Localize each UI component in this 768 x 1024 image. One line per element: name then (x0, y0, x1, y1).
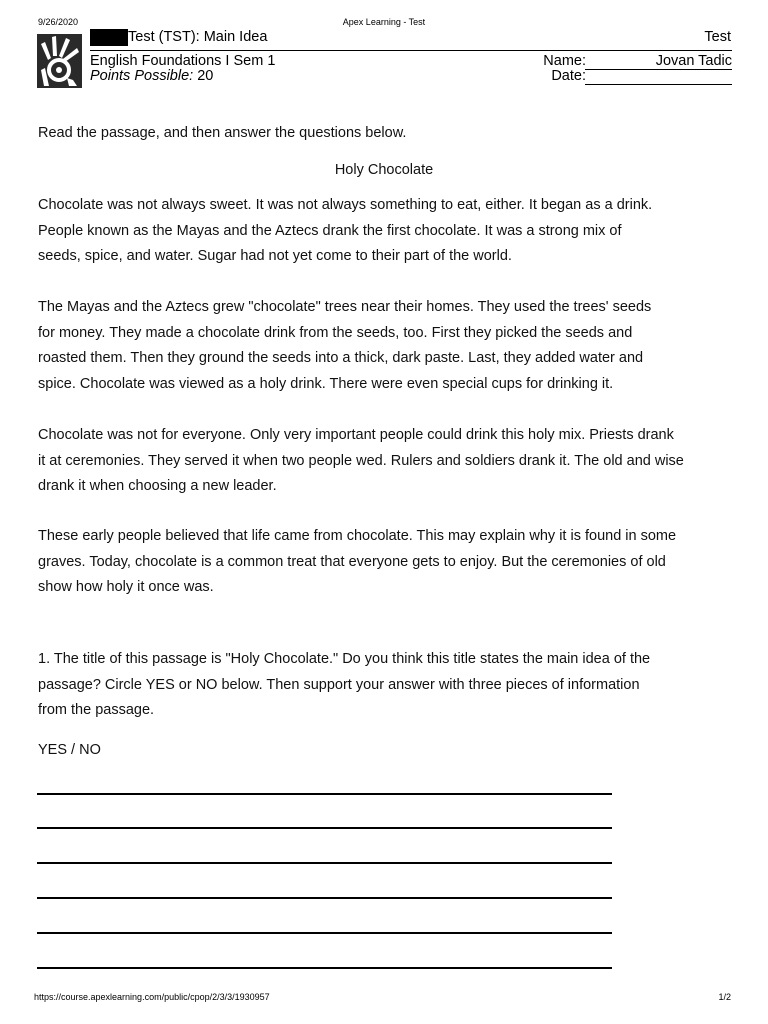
print-title: Apex Learning - Test (342, 17, 426, 27)
name-label: Name: (543, 53, 586, 69)
redaction-block (90, 29, 128, 46)
date-label: Date: (551, 68, 586, 84)
paragraph-line: The Mayas and the Aztecs grew "chocolate" trees near their homes. They used the trees' seeds (38, 299, 652, 315)
passage-paragraph-4 (38, 524, 738, 601)
paragraph-line: Chocolate was not for everyone. Only very important people could drink this holy mix. Priests drank (38, 427, 674, 443)
paragraph-line: roasted them. Then they ground the seeds into a thick, dark paste. Last, they added water and (38, 350, 644, 366)
passage-paragraph-1 (38, 193, 738, 270)
test-type-label: Test (704, 29, 731, 45)
paragraph-line: People known as the Mayas and the Aztecs drank the first chocolate. It was a strong mix of (38, 222, 622, 239)
instructions: Read the passage, and then answer the questions below. (38, 125, 407, 141)
answer-line-4[interactable] (37, 897, 612, 899)
header-divider (90, 50, 732, 51)
paragraph-line: spice. Chocolate was viewed as a holy drink. There were even special cups for drinking it. (38, 375, 614, 392)
paragraph-line: graves. Today, chocolate is a common treat that everyone gets to enjoy. But the ceremonies of old (38, 553, 666, 570)
paragraph-line: seeds, spice, and water. Sugar had not yet come to their part of the world. (38, 248, 512, 264)
points-value: 20 (197, 68, 214, 84)
print-date: 9/26/2020 (38, 17, 79, 27)
answer-line-2[interactable] (37, 827, 612, 829)
question-1 (38, 647, 738, 724)
paragraph-line: show how holy it once was. (38, 579, 214, 595)
passage-paragraph-3 (38, 423, 738, 500)
paragraph-line: it at ceremonies. They served it when two people wed. Rulers and soldiers drank it. The old and wise (38, 452, 684, 469)
answer-line-5[interactable] (37, 932, 612, 934)
footer-url: https://course.apexlearning.com/public/cpop/2/3/3/1930957 (34, 992, 270, 1002)
points-label: Points Possible: (90, 68, 194, 84)
apex-learning-logo-icon (37, 34, 82, 88)
paragraph-line: Chocolate was not always sweet. It was not always something to eat, either. It began as a drink. (38, 197, 653, 213)
paragraph-line: for money. They made a chocolate drink from the seeds, too. First they picked the seeds and (38, 324, 633, 341)
points-possible (90, 68, 213, 85)
date-field (585, 68, 732, 85)
paragraph-line: drank it when choosing a new leader. (38, 478, 277, 494)
answer-line-3[interactable] (37, 862, 612, 864)
answer-line-1[interactable] (37, 793, 612, 795)
passage-title: Holy Chocolate (334, 162, 434, 178)
course-name: English Foundations I Sem 1 (90, 53, 276, 69)
question-line: 1. The title of this passage is "Holy Chocolate." Do you think this title states the main idea of the (38, 651, 651, 667)
question-line: from the passage. (38, 702, 155, 718)
passage-paragraph-2 (38, 295, 738, 397)
name-value: Jovan Tadic (655, 53, 732, 69)
answer-line-6[interactable] (37, 967, 612, 969)
paragraph-line: These early people believed that life came from chocolate. This may explain why it is found in some (38, 528, 677, 544)
yes-no-options: YES / NO (38, 742, 101, 758)
test-title (90, 29, 267, 46)
page-number: 1/2 (718, 992, 731, 1002)
question-line: passage? Circle YES or NO below. Then support your answer with three pieces of information (38, 676, 640, 693)
test-title-text: Test (TST): Main Idea (128, 29, 268, 45)
